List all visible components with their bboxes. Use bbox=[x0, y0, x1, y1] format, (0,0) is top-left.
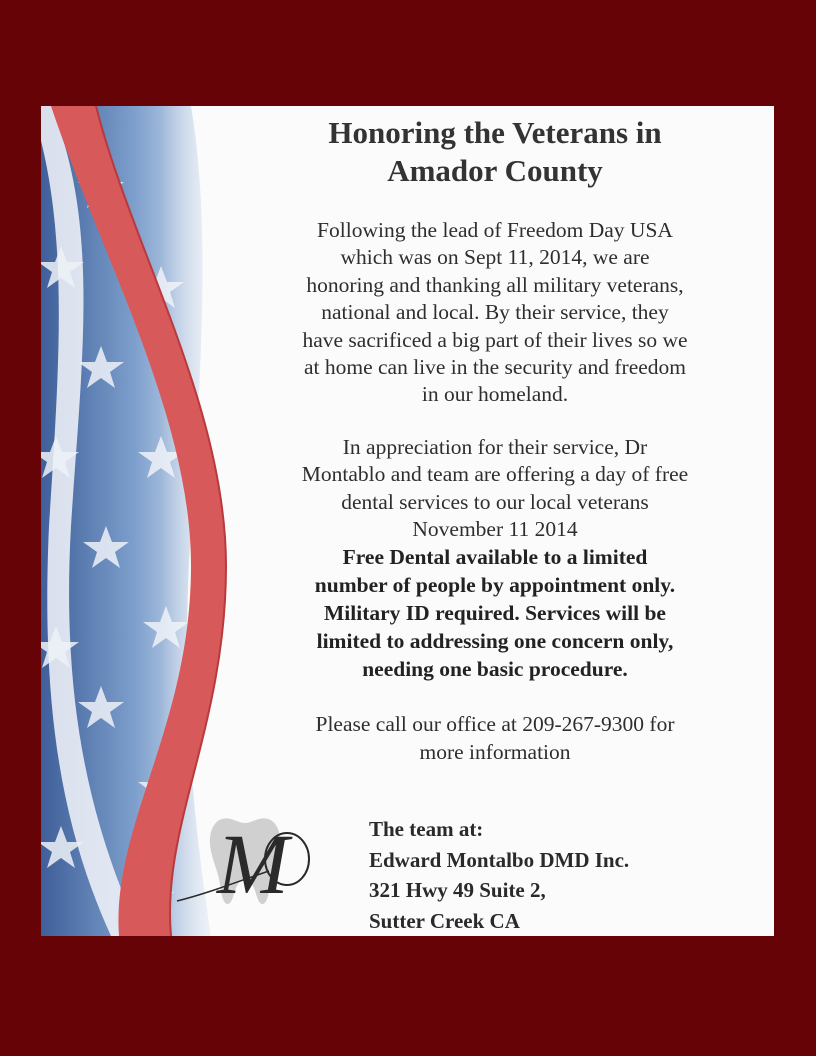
text-line: national and local. By their service, they bbox=[321, 300, 669, 325]
monogram-letter: M bbox=[217, 816, 289, 912]
text-line: which was on Sept 11, 2014, we are bbox=[340, 245, 650, 270]
appreciation-paragraph bbox=[229, 434, 761, 544]
notice-line: Military ID required. Services will be bbox=[324, 601, 666, 626]
tooth-monogram-logo bbox=[169, 801, 329, 921]
contact-paragraph bbox=[229, 711, 761, 766]
text-line: honoring and thanking all military veterans, bbox=[306, 272, 684, 297]
text-line: have sacrificed a big part of their lives so we bbox=[302, 327, 688, 352]
notice-line: needing one basic procedure. bbox=[362, 657, 628, 682]
text-line: more information bbox=[419, 739, 571, 764]
flyer bbox=[41, 106, 774, 936]
notice-line: limited to addressing one concern only, bbox=[316, 629, 674, 654]
team-line: Edward Montalbo DMD Inc. bbox=[369, 847, 630, 872]
text-line: Montablo and team are offering a day of free bbox=[301, 462, 689, 487]
team-line: 321 Hwy 49 Suite 2, bbox=[369, 878, 546, 902]
text-line: at home can live in the security and freedom bbox=[303, 355, 687, 380]
text-line: Please call our office at 209-267-9300 for bbox=[315, 712, 675, 737]
text-line: in our homeland. bbox=[421, 382, 569, 407]
title-line: Honoring the Veterans in bbox=[328, 115, 662, 150]
notice-line: Free Dental available to a limited bbox=[342, 545, 648, 570]
notice-block bbox=[229, 543, 761, 683]
text-line: Following the lead of Freedom Day USA bbox=[317, 218, 673, 242]
text-line: November 11 2014 bbox=[412, 517, 578, 542]
intro-paragraph bbox=[229, 217, 761, 409]
title-line: Amador County bbox=[387, 153, 603, 188]
notice-line: number of people by appointment only. bbox=[314, 573, 676, 598]
text-line: dental services to our local veterans bbox=[341, 489, 649, 514]
team-signature bbox=[369, 814, 629, 936]
flyer-title bbox=[229, 114, 761, 190]
text-line: In appreciation for their service, Dr bbox=[342, 434, 648, 459]
flyer-content bbox=[229, 106, 761, 766]
team-line: The team at: bbox=[369, 817, 484, 841]
team-line: Sutter Creek CA bbox=[369, 908, 520, 933]
